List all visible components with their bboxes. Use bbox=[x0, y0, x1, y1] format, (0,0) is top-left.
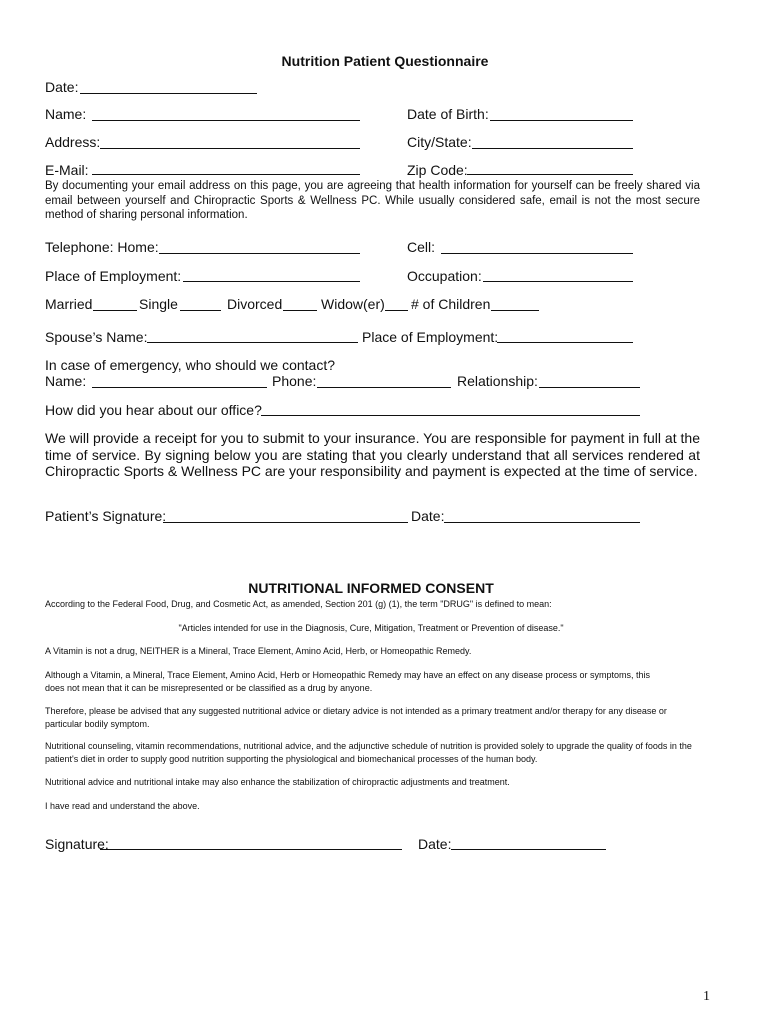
telephone-home-label: Telephone: Home: bbox=[45, 239, 159, 255]
place-of-employment-label: Place of Employment: bbox=[45, 268, 182, 284]
hear-about-field[interactable] bbox=[261, 415, 640, 416]
page-title: Nutrition Patient Questionnaire bbox=[281, 53, 489, 69]
consent-paragraph-6: I have read and understand the above. bbox=[45, 801, 200, 811]
widow-label: Widow(er) bbox=[321, 296, 385, 312]
insurance-notice: We will provide a receipt for you to submit to your insurance. You are responsible for payment in full at the time of service. By signing below you are stating that you clearly understand that all services rendered at Chiropractic Sports & Wellness PC are your responsibility and payment is expected at the time of service. bbox=[45, 430, 700, 479]
patient-signature-label: Patient’s Signature: bbox=[45, 508, 167, 524]
spouse-employment-label: Place of Employment: bbox=[362, 329, 499, 345]
consent-paragraph-4: Nutritional counseling, vitamin recommendations, nutritional advice, and the adjunctive schedule of nutrition is provided solely to upgrade the quality of foods in the patient's diet in order to supply good nutrition supporting the physiological and biomechanical processes of the human body. bbox=[45, 741, 692, 764]
single-label: Single bbox=[139, 296, 178, 312]
relationship-field[interactable] bbox=[539, 387, 640, 388]
single-field[interactable] bbox=[180, 310, 221, 311]
occupation-label: Occupation: bbox=[407, 268, 482, 284]
date-field[interactable] bbox=[80, 93, 257, 94]
dob-label: Date of Birth: bbox=[407, 106, 489, 122]
date-label: Date: bbox=[45, 79, 79, 95]
dob-field[interactable] bbox=[490, 120, 633, 121]
consent-paragraph-5: Nutritional advice and nutritional intake may also enhance the stabilization of chiropractic adjustments and treatment. bbox=[45, 777, 510, 787]
zip-label: Zip Code: bbox=[407, 162, 468, 178]
spouse-name-field[interactable] bbox=[147, 342, 358, 343]
relationship-label: Relationship: bbox=[457, 373, 538, 389]
consent-paragraph-2: Although a Vitamin, a Mineral, Trace Element, Amino Acid, Herb or Homeopathic Remedy may have an effect on any disease process or symptoms, this does not mean that it can be misrepresented or be classified as a drug by anyone. bbox=[45, 670, 650, 693]
consent-paragraph-3: Therefore, please be advised that any suggested nutritional advice or dietary advice is not intended as a primary treatment and/or therapy for any disease or particular bodily symptom. bbox=[45, 706, 667, 729]
consent-title: NUTRITIONAL INFORMED CONSENT bbox=[248, 580, 494, 596]
consent-paragraph-1: A Vitamin is not a drug, NEITHER is a Mineral, Trace Element, Amino Acid, Herb, or Homeopathic Remedy. bbox=[45, 646, 472, 656]
hear-about-label: How did you hear about our office? bbox=[45, 402, 262, 418]
consent-signature-label: Signature: bbox=[45, 836, 109, 852]
consent-intro: According to the Federal Food, Drug, and Cosmetic Act, as amended, Section 201 (g) (1), the term "DRUG" is defined to mean: bbox=[45, 599, 552, 609]
signature-date-label: Date: bbox=[411, 508, 445, 524]
email-notice: By documenting your email address on this page, you are agreeing that health information for yourself can be freely shared via email between yourself and Chiropractic Sports & Wellness PC. While usually considered safe, email is not the most secure method of sharing personal information. bbox=[45, 180, 700, 221]
name-label: Name: bbox=[45, 106, 87, 122]
emergency-name-field[interactable] bbox=[92, 387, 267, 388]
divorced-field[interactable] bbox=[283, 310, 317, 311]
place-of-employment-field[interactable] bbox=[183, 281, 360, 282]
city-state-field[interactable] bbox=[472, 148, 633, 149]
address-label: Address: bbox=[45, 134, 101, 150]
consent-date-field[interactable] bbox=[451, 849, 606, 850]
children-field[interactable] bbox=[491, 310, 539, 311]
emergency-name-label: Name: bbox=[45, 373, 87, 389]
married-label: Married bbox=[45, 296, 93, 312]
divorced-label: Divorced bbox=[227, 296, 283, 312]
city-state-label: City/State: bbox=[407, 134, 472, 150]
married-field[interactable] bbox=[93, 310, 137, 311]
emergency-prompt: In case of emergency, who should we contact? bbox=[45, 357, 336, 373]
consent-date-label: Date: bbox=[418, 836, 452, 852]
emergency-phone-field[interactable] bbox=[317, 387, 451, 388]
name-field[interactable] bbox=[92, 120, 360, 121]
spouse-name-label: Spouse’s Name: bbox=[45, 329, 148, 345]
consent-signature-field[interactable] bbox=[100, 849, 402, 850]
widow-field[interactable] bbox=[385, 310, 408, 311]
email-label: E-Mail: bbox=[45, 162, 89, 178]
telephone-home-field[interactable] bbox=[159, 253, 360, 254]
occupation-field[interactable] bbox=[483, 281, 633, 282]
email-field[interactable] bbox=[92, 174, 360, 175]
emergency-phone-label: Phone: bbox=[272, 373, 317, 389]
consent-quote: "Articles intended for use in the Diagnosis, Cure, Mitigation, Treatment or Prevention of disease." bbox=[178, 623, 564, 633]
cell-label: Cell: bbox=[407, 239, 436, 255]
spouse-employment-field[interactable] bbox=[497, 342, 633, 343]
page-number: 1 bbox=[703, 989, 710, 1004]
zip-field[interactable] bbox=[467, 174, 633, 175]
children-label: # of Children bbox=[411, 296, 491, 312]
patient-signature-field[interactable] bbox=[163, 522, 408, 523]
address-field[interactable] bbox=[100, 148, 360, 149]
cell-field[interactable] bbox=[441, 253, 633, 254]
signature-date-field[interactable] bbox=[444, 522, 640, 523]
